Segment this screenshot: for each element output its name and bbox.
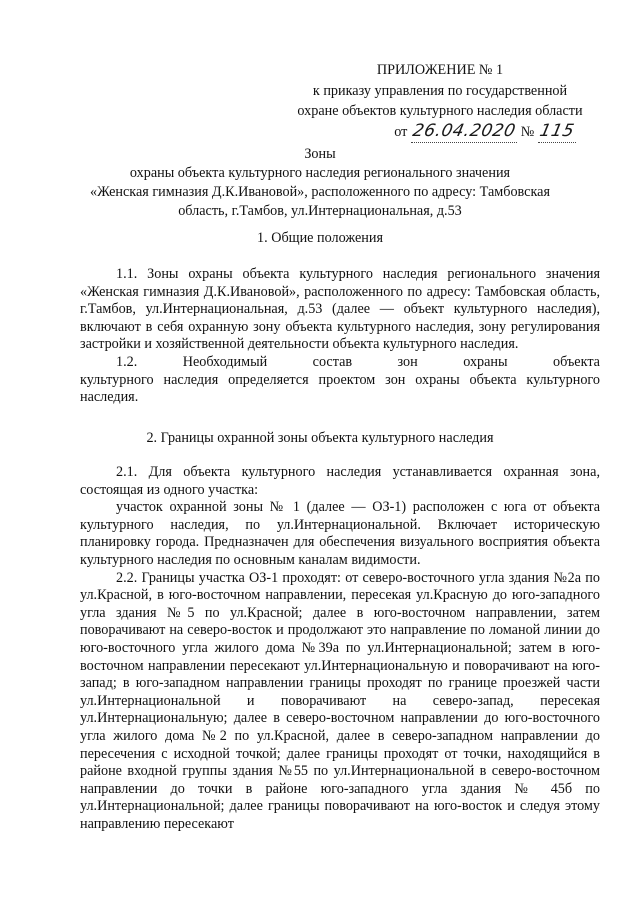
section-2-title: 2. Границы охранной зоны объекта культурного наследия (146, 430, 494, 446)
section-1-body (80, 266, 600, 407)
paragraph-1-2-word: зон (397, 353, 418, 370)
section-2-body (80, 464, 600, 833)
handwritten-date: 26.04.2020 (410, 121, 518, 141)
paragraph-1-2-word: 1.2. (116, 353, 138, 370)
handwritten-date-field (411, 121, 517, 143)
document-title (80, 145, 560, 221)
title-line-2: охраны объекта культурного наследия регионального значения (129, 165, 511, 181)
paragraph-2-1: 2.1. Для объекта культурного наследия устанавливается охранная зона, состоящая из одного участка: (80, 464, 600, 498)
paragraph-1-2-rest: культурного наследия определяется проектом зон охраны объекта культурного наследия. (80, 371, 600, 406)
appendix-header (275, 60, 605, 143)
handwritten-number: 115 (537, 121, 576, 141)
paragraph-1-2-word: охраны (463, 353, 508, 370)
paragraph-2-1-item: участок охранной зоны № 1 (далее — ОЗ-1) расположен с юга от объекта культурного наследия, по ул.Интернациональной. Включает историческую планировку города. Предназначен для обеспечения визуального восприятия объекта культурного наследия по основным каналам видимости. (80, 499, 600, 568)
handwritten-number-field (538, 121, 576, 143)
date-prefix: от (394, 124, 408, 140)
paragraph-1-2-word: объекта (553, 353, 600, 370)
appendix-line-1: к приказу управления по государственной (312, 83, 568, 99)
paragraph-2-2: 2.2. Границы участка ОЗ-1 проходят: от северо-восточного угла здания №2а по ул.Красной, в юго-восточном направлении, пересекая ул.Красную до юго-западного угла здания №5 по ул.Красной; далее в юго-восточном направлении, затем поворачивают на северо-восток и продолжают это направление по ломаной линии до юго-восточного угла жилого дома №39а по ул.Интернациональной; затем в юго-восточном направлении пересекают ул.Интернациональную и поворачивают на юго-запад; в юго-западном направлении границы проходят по границе проезжей части ул.Интернациональной и поворачивают на северо-запад, пересекая ул.Интернациональную; далее в северо-восточном направлении до юго-восточного угла жилого дома №2 по ул.Красной, далее в северо-западном направлении до пересечения с исходной точкой; далее границы проходят от точки, находящийся в районе входной группы здания №55 по ул.Интернациональной в северо-восточном направлении до точки в районе юго-западного угла здания № 45б по ул.Интернациональной; далее границы поворачивают на юго-восток и следуя этому направлению пересекают (80, 569, 600, 832)
title-line-1: Зоны (304, 146, 336, 162)
appendix-date-line (275, 121, 605, 143)
title-line-3: «Женская гимназия Д.К.Ивановой», расположенного по адресу: Тамбовская (90, 184, 550, 200)
paragraph-1-2-first-line (80, 354, 600, 372)
paragraph-1-2-word: состав (312, 353, 353, 370)
paragraph-1-1: 1.1. Зоны охраны объекта культурного наследия регионального значения «Женская гимназия Д.К.Ивановой», расположенного по адресу: Тамбовская область, г.Тамбов, ул.Интернациональная, д.53 (далее — объект культурного наследия), включают в себя охранную зону объекта культурного наследия, зону регулирования застройки и хозяйственной деятельности объекта культурного наследия. (80, 266, 600, 353)
title-line-4: область, г.Тамбов, ул.Интернациональная, д.53 (178, 203, 462, 219)
appendix-line-2: охране объектов культурного наследия области (297, 103, 583, 119)
section-1-title: 1. Общие положения (257, 230, 383, 246)
number-sign: № (520, 124, 535, 140)
paragraph-1-2-word: Необходимый (182, 353, 268, 370)
appendix-heading: ПРИЛОЖЕНИЕ № 1 (376, 62, 504, 78)
